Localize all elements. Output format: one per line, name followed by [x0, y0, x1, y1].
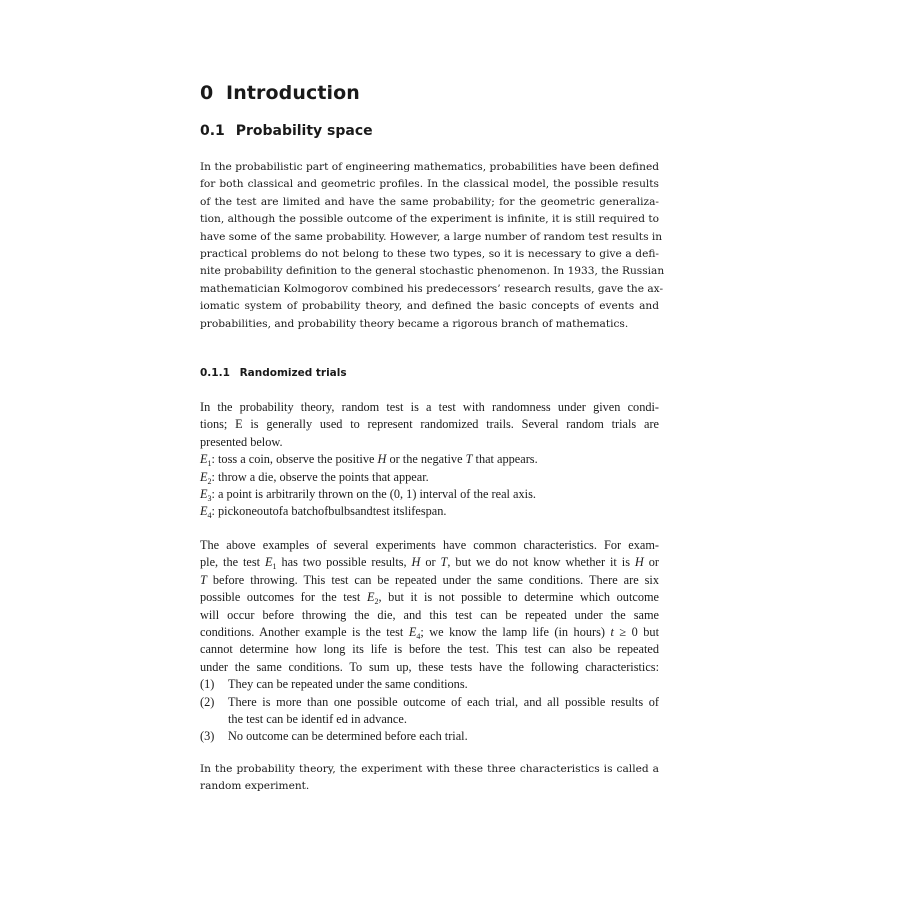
text-line: nite probability definition to the general stochastic phenomenon. In 1933, the Russian [200, 265, 665, 278]
item-label: (3) [200, 729, 215, 744]
text-line: In the probability theory, random test is a test with randomness under given condi- [200, 400, 659, 414]
text-line: presented below. [200, 434, 283, 449]
math-symbol: $E_1$ [265, 555, 277, 572]
section-title: Probability space [235, 123, 373, 139]
math-subscript: 4 [207, 511, 212, 521]
math-subscript: 1 [272, 562, 277, 572]
conclusion-paragraph [200, 761, 659, 796]
trial-text: or the negative [386, 452, 466, 467]
math-subscript: 3 [207, 494, 212, 504]
trial-item [200, 469, 659, 486]
trial-text: : pickoneoutofa batchofbulbsandtest itslifespan. [211, 504, 447, 519]
text-line: cannot determine how long its life is before the test. This test can also be repeated [200, 642, 659, 657]
item-label: (1) [200, 677, 215, 692]
text-line: In the probability theory, the experiment with these three characteristics is called a [200, 763, 659, 775]
math-symbol: $E_1$ [200, 452, 212, 469]
text-line: The above examples of several experiments have common characteristics. For exam- [200, 538, 659, 552]
math-variable: T [200, 572, 207, 587]
subsection-title: Randomized trials [239, 367, 347, 379]
chapter-heading [200, 82, 360, 104]
intro-paragraph [200, 159, 665, 333]
characteristic-item [200, 728, 659, 745]
text-line: tion, although the possible outcome of the experiment is infinite, it is still required to [200, 213, 659, 226]
text-line: tions; E is generally used to represent randomized trails. Several random trials are [200, 417, 659, 432]
text-line: mathematician Kolmogorov combined his predecessors’ research results, gave the ax- [200, 282, 664, 295]
text-line: iomatic system of probability theory, and defined the basic concepts of events and [200, 300, 659, 313]
text-line: have some of the same probability. However, a large number of random test results in [200, 230, 663, 243]
text-line: will occur before throwing the die, and this test can be repeated under the same [200, 607, 659, 622]
item-text: There is more than one possible outcome of each trial, and all possible results of [228, 694, 659, 709]
math-subscript: 4 [416, 632, 421, 642]
text-line: under the same conditions. To sum up, these tests have the following characteristics: [200, 659, 659, 674]
text-line: T before throwing. This test can be repeated under the same conditions. There are six [200, 572, 659, 587]
math-symbol: $E_3$ [200, 487, 212, 504]
chapter-number: 0 [200, 82, 214, 104]
text-line: possible outcomes for the test $E_2$, but it is not possible to determine which outcome [200, 590, 659, 607]
trial-text: : throw a die, observe the points that appear. [211, 469, 429, 484]
math-subscript: 2 [374, 597, 379, 607]
trial-text: : a point is arbitrarily thrown on the (0, 1) interval of the real axis. [211, 487, 536, 502]
characteristic-item [200, 694, 659, 729]
item-text: the test can be identif ed in advance. [228, 712, 407, 727]
math-variable: H [377, 452, 387, 467]
math-subscript: 1 [207, 459, 212, 469]
trials-paragraph [200, 399, 659, 521]
math-subscript: 2 [207, 476, 212, 486]
item-text: No outcome can be determined before each trial. [228, 729, 468, 744]
text-line: for both classical and geometric profiles. In the classical model, the possible results [200, 178, 659, 191]
math-variable: T [440, 555, 448, 570]
math-variable: t [610, 625, 614, 640]
text-line: ple, the test $E_1$ has two possible results, H or T, but we do not know whether it is H or [200, 555, 659, 572]
math-variable: T [465, 452, 473, 467]
trial-item [200, 486, 659, 503]
text-line: conditions. Another example is the test $E_4$; we know the lamp life (in hours) t ≥ 0 but [200, 625, 659, 642]
chapter-title: Introduction [226, 82, 360, 104]
math-symbol: $E_4$ [408, 625, 421, 642]
text-line: of the test are limited and have the same probability; for the geometric generaliza- [200, 195, 659, 208]
math-symbol: $E_2$ [366, 590, 379, 607]
trial-item [200, 451, 659, 468]
math-symbol: $E_4$ [200, 504, 212, 521]
item-text: They can be repeated under the same conditions. [228, 677, 468, 692]
math-symbol: $E_2$ [200, 469, 212, 486]
text-line: In the probabilistic part of engineering mathematics, probabilities have been defined [200, 161, 659, 173]
math-variable: H [411, 555, 421, 570]
trial-text: : toss a coin, observe the positive [211, 452, 378, 467]
examples-paragraph [200, 537, 659, 746]
subsection-heading [200, 367, 347, 379]
trial-text: that appears. [472, 452, 538, 467]
item-label: (2) [200, 694, 215, 709]
section-heading [200, 123, 373, 139]
text-line: random experiment. [200, 780, 310, 793]
trial-item [200, 503, 659, 520]
characteristic-item [200, 676, 659, 693]
section-number: 0.1 [200, 123, 225, 139]
math-variable: H [634, 555, 644, 570]
text-line: practical problems do not belong to these two types, so it is necessary to give a defi- [200, 248, 659, 261]
text-line: probabilities, and probability theory became a rigorous branch of mathematics. [200, 317, 629, 330]
subsection-number: 0.1.1 [200, 367, 230, 379]
